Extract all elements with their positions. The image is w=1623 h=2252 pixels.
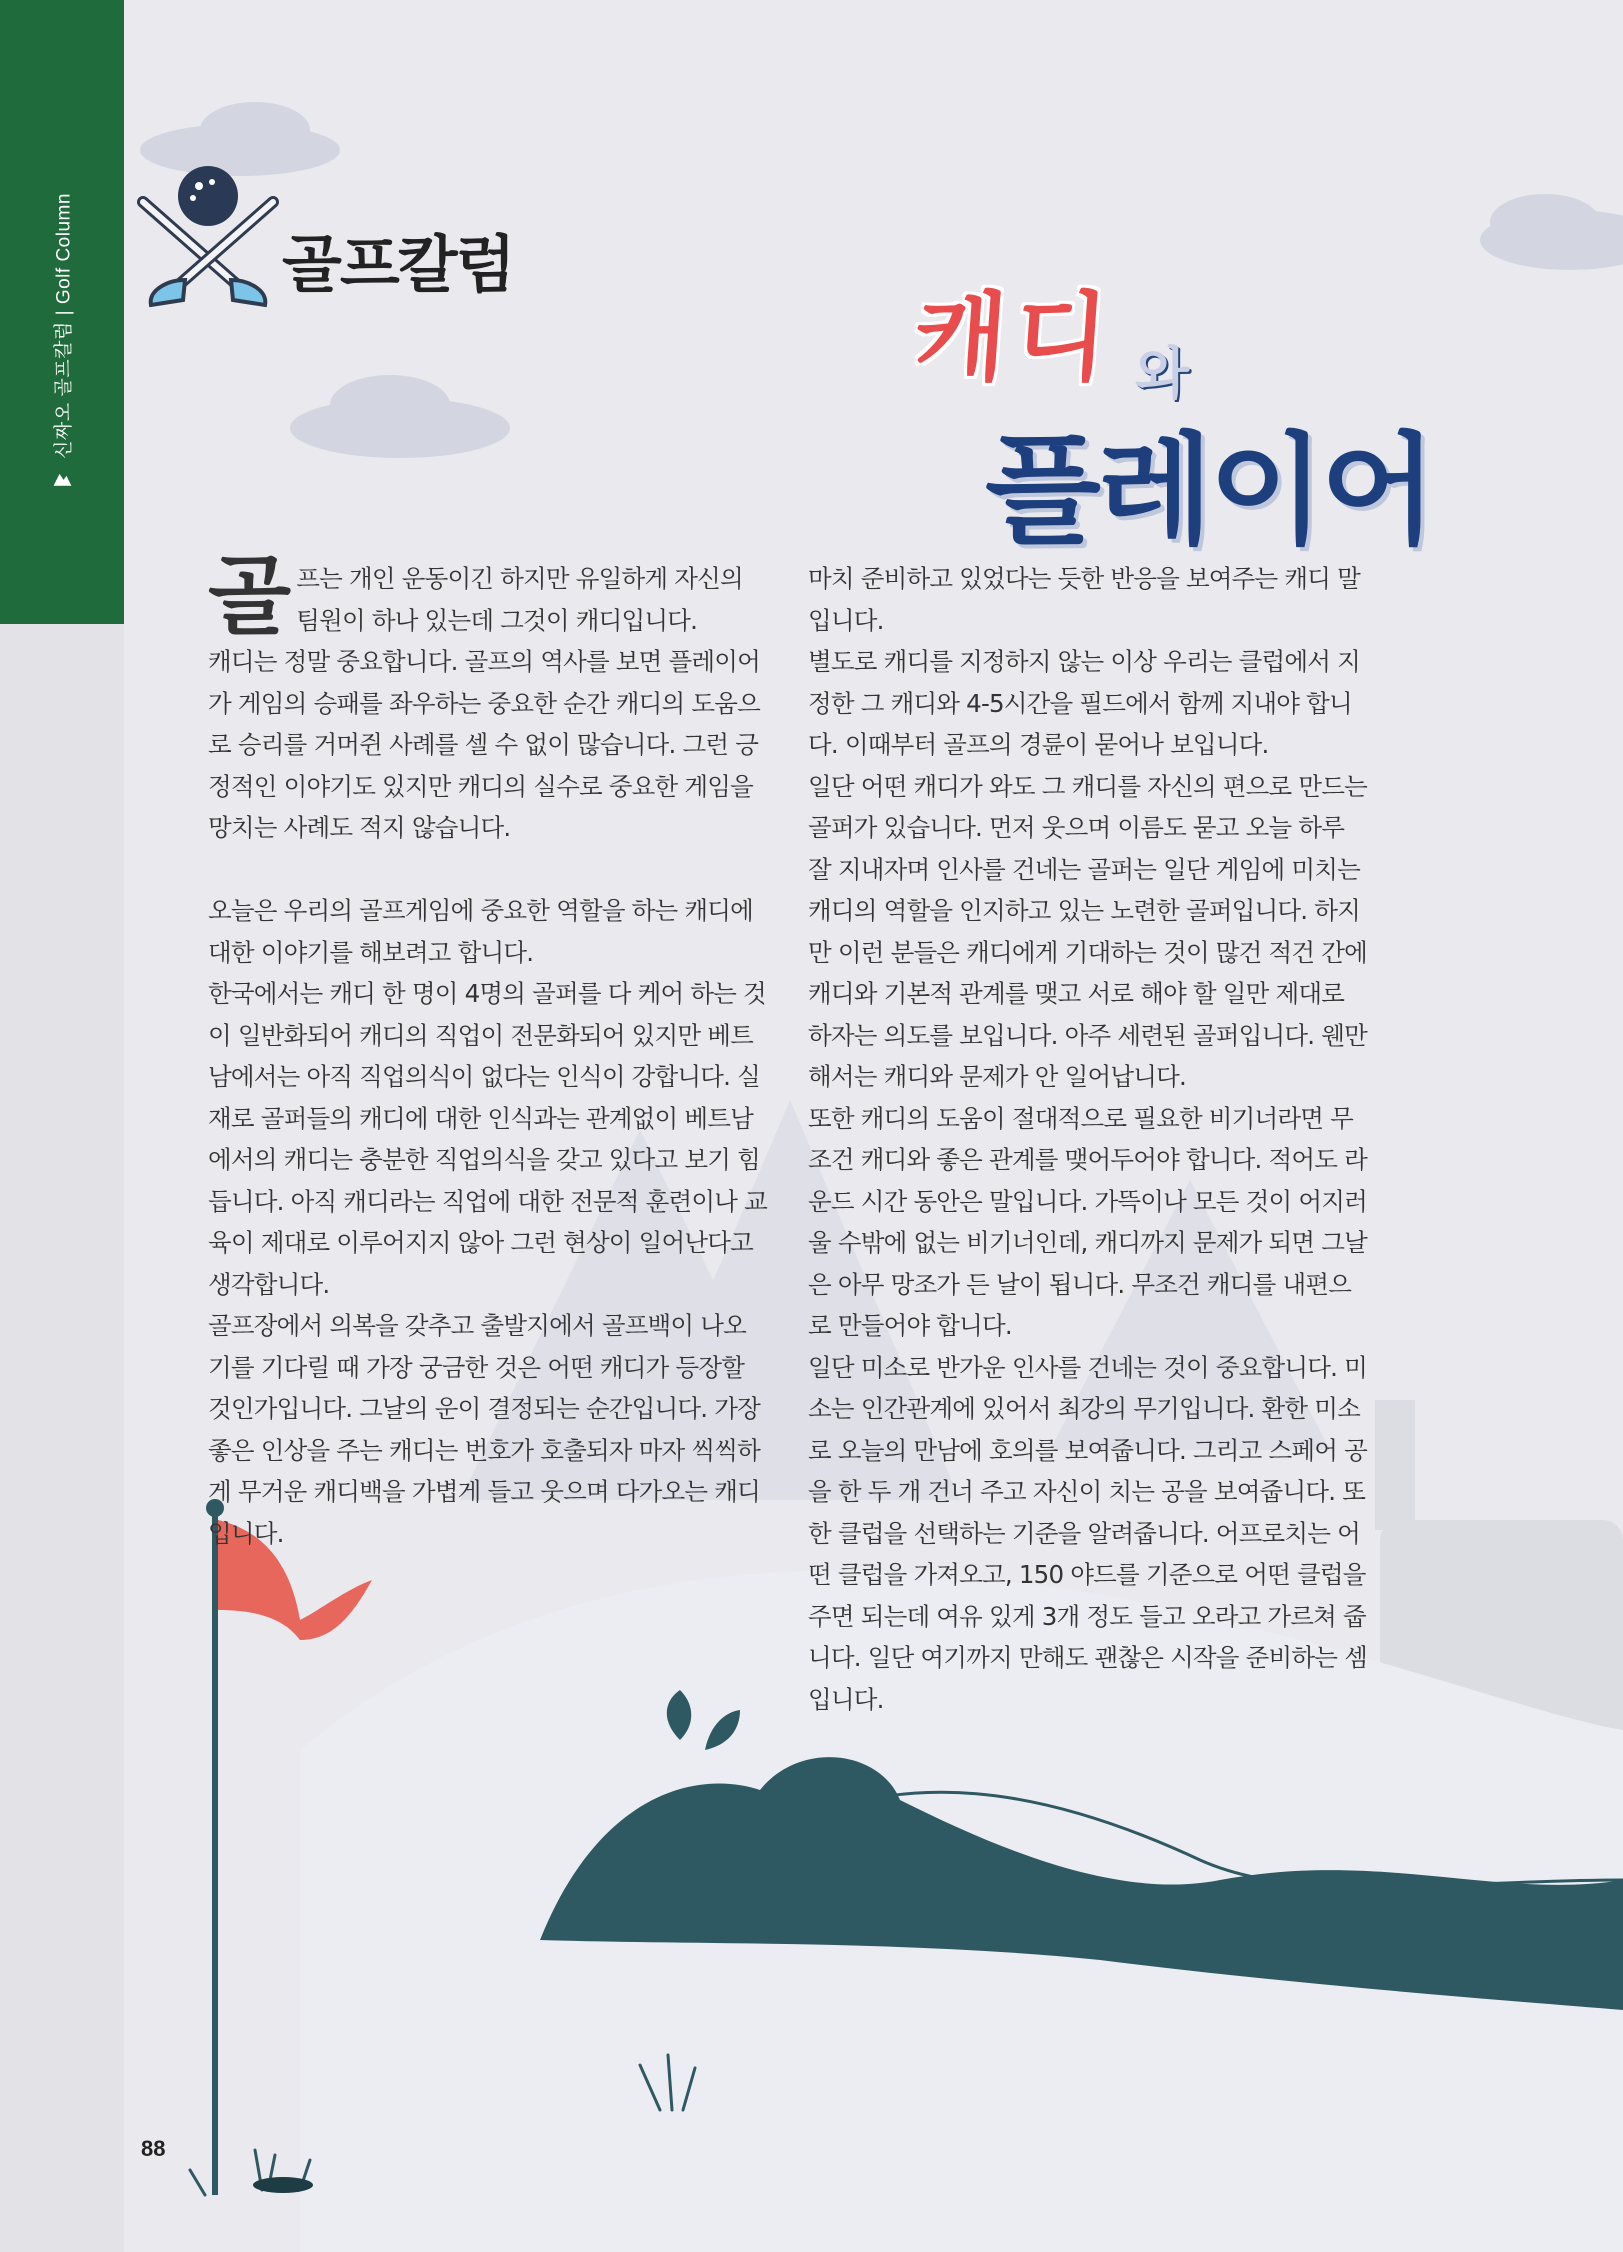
paragraph: 캐디는 정말 중요합니다. 골프의 역사를 보면 플레이어가 게임의 승패를 좌우하는 중요한 순간 캐디의 도움으로 승리를 거머쥔 사례를 셀 수 없이 많습니다. 그런 긍정적인 이야기도 있지만 캐디의 실수로 중요한 게임을 망치는 사례도 적지 않습니다. [208,647,760,842]
mountain-icon [53,470,71,486]
paragraph: 한국에서는 캐디 한 명이 4명의 골퍼를 다 케어 하는 것이 일반화되어 캐디의 직업이 전문화되어 있지만 베트남에서는 아직 직업의식이 없다는 인식이 강합니다. 실재로 골퍼들의 캐디에 대한 인식과는 관계없이 베트남에서의 캐디는 충분한 직업의식을 갖고 있다고 보기 힘듭니다. 아직 캐디라는 직업에 대한 전문적 훈련이나 교육이 제대로 이루어지지 않아 그런 현상이 일어난다고 생각합니다. [208,979,767,1299]
golf-column-logo [133,160,283,310]
golf-ball-icon [178,166,238,226]
paragraph: 일단 어떤 캐디가 와도 그 캐디를 자신의 편으로 만드는 골퍼가 있습니다. 먼저 웃으며 이름도 묻고 오늘 하루 잘 지내자며 인사를 건네는 골퍼는 일단 게임에 미치는 캐디의 역할을 인지하고 있는 노련한 골퍼입니다. 하지만 이런 분들은 캐디에게 기대하는 것이 많건 적건 간에 캐디와 기본적 관계를 맺고 서로 해야 할 일만 제대로 하자는 의도를 보입니다. 아주 세련된 골퍼입니다. 웬만해서는 캐디와 문제가 안 일어납니다. [808,771,1367,1091]
paragraph: 골프장에서 의복을 갖추고 출발지에서 골프백이 나오기를 기다릴 때 가장 궁금한 것은 어떤 캐디가 등장할 것인가입니다. 그날의 운이 결정되는 순간입니다. 가장 좋은 인상을 주는 캐디는 번호가 호출되자 마자 씩씩하게 무거운 캐디백을 가볍게 들고 웃으며 다가오는 캐디입니다. [208,1311,760,1548]
title-and: 와 [1135,342,1190,407]
page-number: 88 [141,2136,166,2161]
paragraph: 또한 캐디의 도움이 절대적으로 필요한 비기너라면 무조건 캐디와 좋은 관계를 맺어두어야 합니다. 적어도 라운드 시간 동안은 말입니다. 가뜩이나 모든 것이 어지러울 수밖에 없는 비기너인데, 캐디까지 문제가 되면 그날은 아무 망조가 든 날이 됩니다. 무조건 캐디를 내편으로 만들어야 합니다. [808,1103,1367,1340]
section-title: 골프칼럼 [282,228,514,301]
sidebar-label [49,193,76,487]
sidebar-tab [0,0,124,624]
article-right-column [808,558,1368,1720]
drop-cap: 골 [208,547,291,647]
paragraph: 일단 미소로 반가운 인사를 건네는 것이 중요합니다. 미소는 인간관계에 있어서 최강의 무기입니다. 환한 미소로 오늘의 만남에 호의를 보여줍니다. 그리고 스페어 공을 한 두 개 건너 주고 자신이 치는 공을 보여줍니다. 또한 클럽을 선택하는 기준을 알려줍니다. 어프로치는 어떤 클럽을 가져오고, 150 야드를 기준으로 어떤 클럽을 주면 되는데 여유 있게 3개 정도 들고 오라고 가르쳐 줍니다. 일단 여기까지 만해도 괜찮은 시작을 준비하는 셈입니다. [808,1352,1367,1714]
title-player: 플레이어 [985,422,1433,561]
paragraph: 별도로 캐디를 지정하지 않는 이상 우리는 클럽에서 지정한 그 캐디와 4-5시간을 필드에서 함께 지내야 합니다. 이때부터 골프의 경륜이 묻어나 보입니다. [808,647,1360,759]
paragraph: 마치 준비하고 있었다는 듯한 반응을 보여주는 캐디 말입니다. [808,564,1360,635]
paragraph: 오늘은 우리의 골프게임에 중요한 역할을 하는 캐디에 대한 이야기를 해보려고 합니다. [208,896,753,967]
paragraph: 프는 개인 운동이긴 하지만 유일하게 자신의 팀원이 하나 있는데 그것이 캐디입니다. [296,564,743,635]
article-left-column [208,547,768,1554]
sidebar-label-text: 신짜오 골프칼럼 | Golf Column [53,193,75,459]
title-caddie: 캐디 [910,282,1120,394]
